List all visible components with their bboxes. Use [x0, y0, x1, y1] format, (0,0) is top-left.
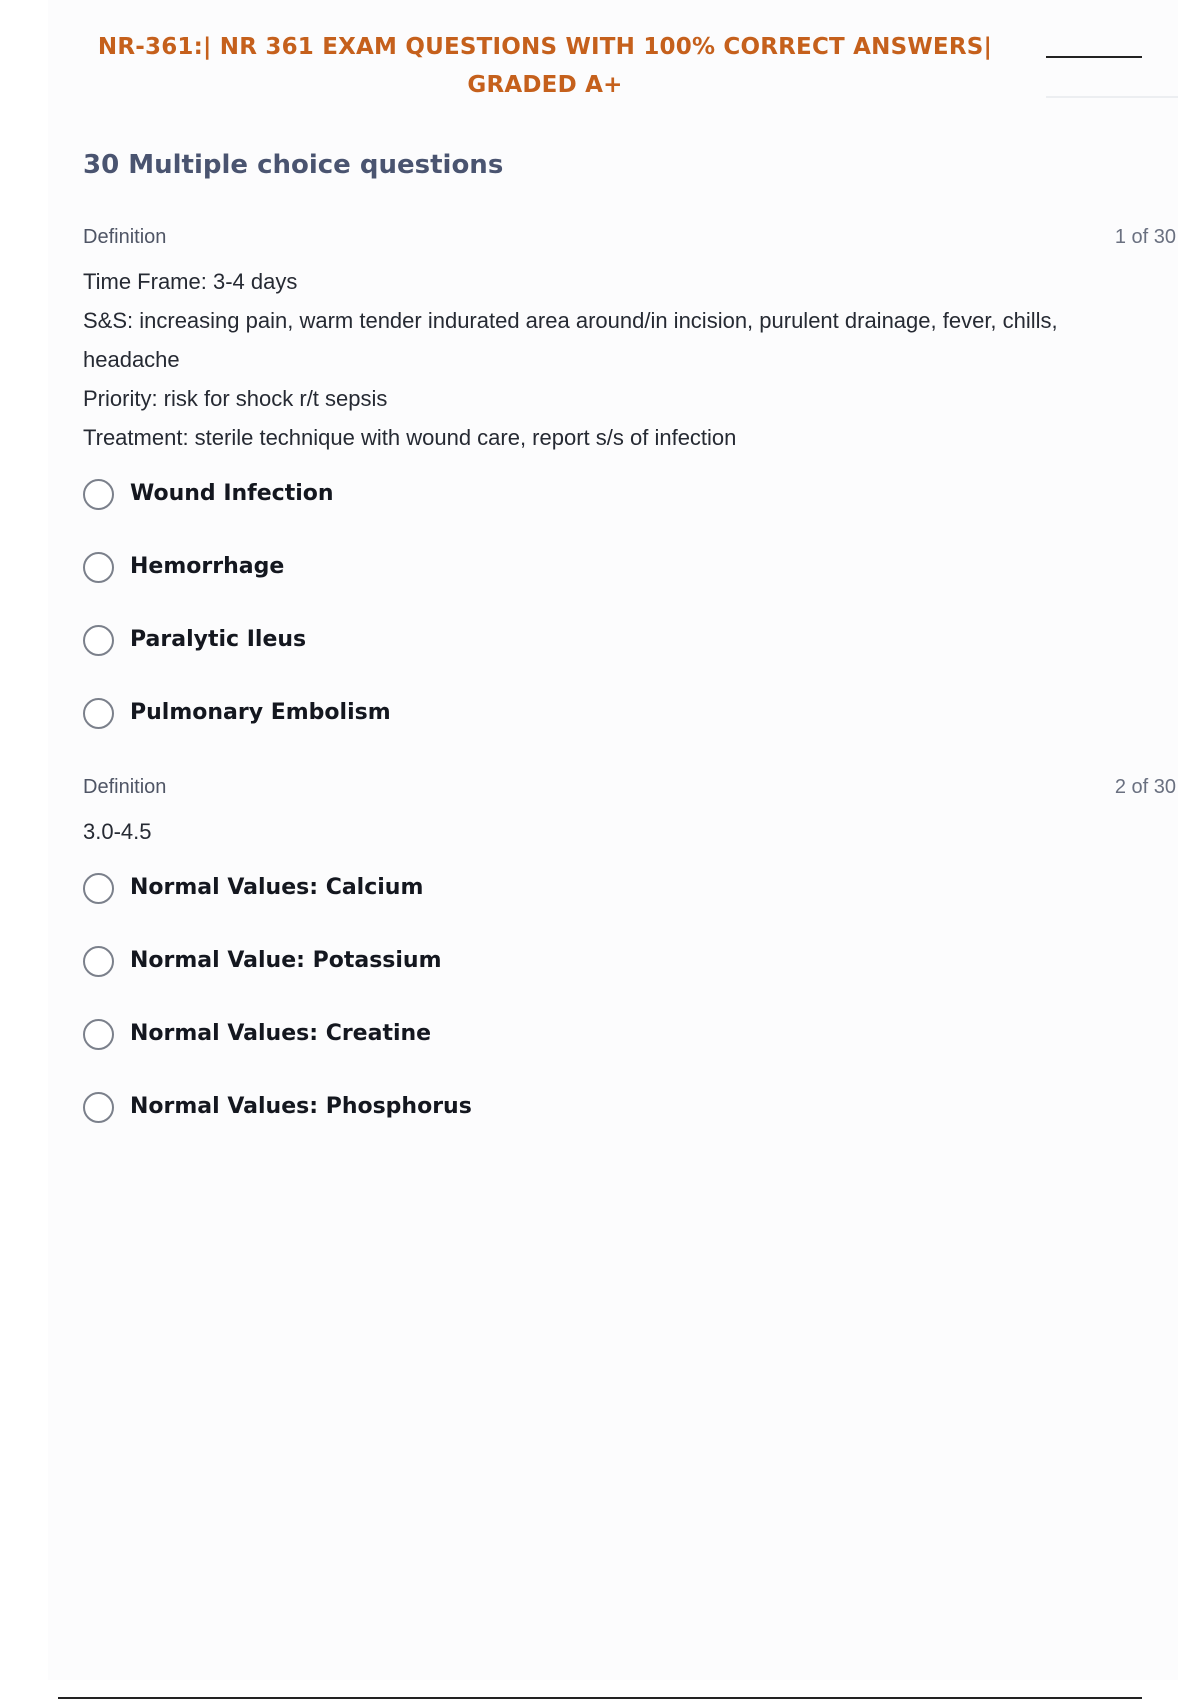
radio-button-icon[interactable]: [83, 946, 114, 977]
question-type-label: Definition: [83, 226, 167, 248]
answer-option-label: Normal Values: Phosphorus: [130, 1094, 472, 1119]
radio-button-icon[interactable]: [83, 873, 114, 904]
question-counter: 1 of 30: [1114, 226, 1176, 248]
answer-option-label: Normal Value: Potassium: [130, 948, 442, 973]
answer-option-label: Wound Infection: [130, 481, 334, 506]
prompt-line: Priority: risk for shock r/t sepsis: [83, 386, 388, 411]
prompt-line: 3.0-4.5: [83, 819, 152, 844]
prompt-line: Time Frame: 3-4 days: [83, 269, 298, 294]
answer-option-label: Pulmonary Embolism: [130, 700, 391, 725]
footer-rule: [58, 1697, 1142, 1699]
answer-option[interactable]: [83, 550, 1176, 623]
radio-button-icon[interactable]: [83, 552, 114, 583]
answer-option[interactable]: [83, 1017, 1176, 1090]
answer-option-label: Paralytic Ileus: [130, 627, 307, 652]
answer-option[interactable]: [83, 696, 1176, 769]
answer-option-label: Normal Values: Creatine: [130, 1021, 432, 1046]
answer-option[interactable]: [83, 623, 1176, 696]
radio-button-icon[interactable]: [83, 698, 114, 729]
header-rule: [1046, 56, 1142, 58]
document-header: [0, 28, 1090, 104]
prompt-line: S&S: increasing pain, warm tender indurated area around/in incision, purulent drainage, fever, chills, headache: [83, 308, 1058, 372]
answer-option[interactable]: [83, 871, 1176, 944]
set-title: 30 Multiple choice questions: [83, 150, 504, 180]
question-type-label: Definition: [83, 776, 167, 798]
question-header: [83, 776, 1176, 806]
answer-options: [83, 871, 1176, 1163]
answer-options: [83, 477, 1176, 769]
answer-option[interactable]: [83, 1090, 1176, 1163]
radio-button-icon[interactable]: [83, 625, 114, 656]
question-prompt: [83, 812, 1123, 851]
prompt-line: Treatment: sterile technique with wound care, report s/s of infection: [83, 425, 737, 450]
question-header: [83, 226, 1176, 256]
radio-button-icon[interactable]: [83, 1092, 114, 1123]
document-title-line-1: NR-361:| NR 361 EXAM QUESTIONS WITH 100% CORRECT ANSWERS|: [97, 34, 993, 60]
header-rule-light: [1046, 96, 1178, 98]
radio-button-icon[interactable]: [83, 479, 114, 510]
question-prompt: [83, 262, 1123, 457]
question-card-1: [83, 226, 1176, 769]
answer-option-label: Hemorrhage: [130, 554, 285, 579]
question-counter: 2 of 30: [1114, 776, 1176, 798]
radio-button-icon[interactable]: [83, 1019, 114, 1050]
document-title-line-2: GRADED A+: [467, 72, 623, 98]
answer-option[interactable]: [83, 944, 1176, 1017]
answer-option[interactable]: [83, 477, 1176, 550]
question-card-2: [83, 776, 1176, 1163]
answer-option-label: Normal Values: Calcium: [130, 875, 424, 900]
